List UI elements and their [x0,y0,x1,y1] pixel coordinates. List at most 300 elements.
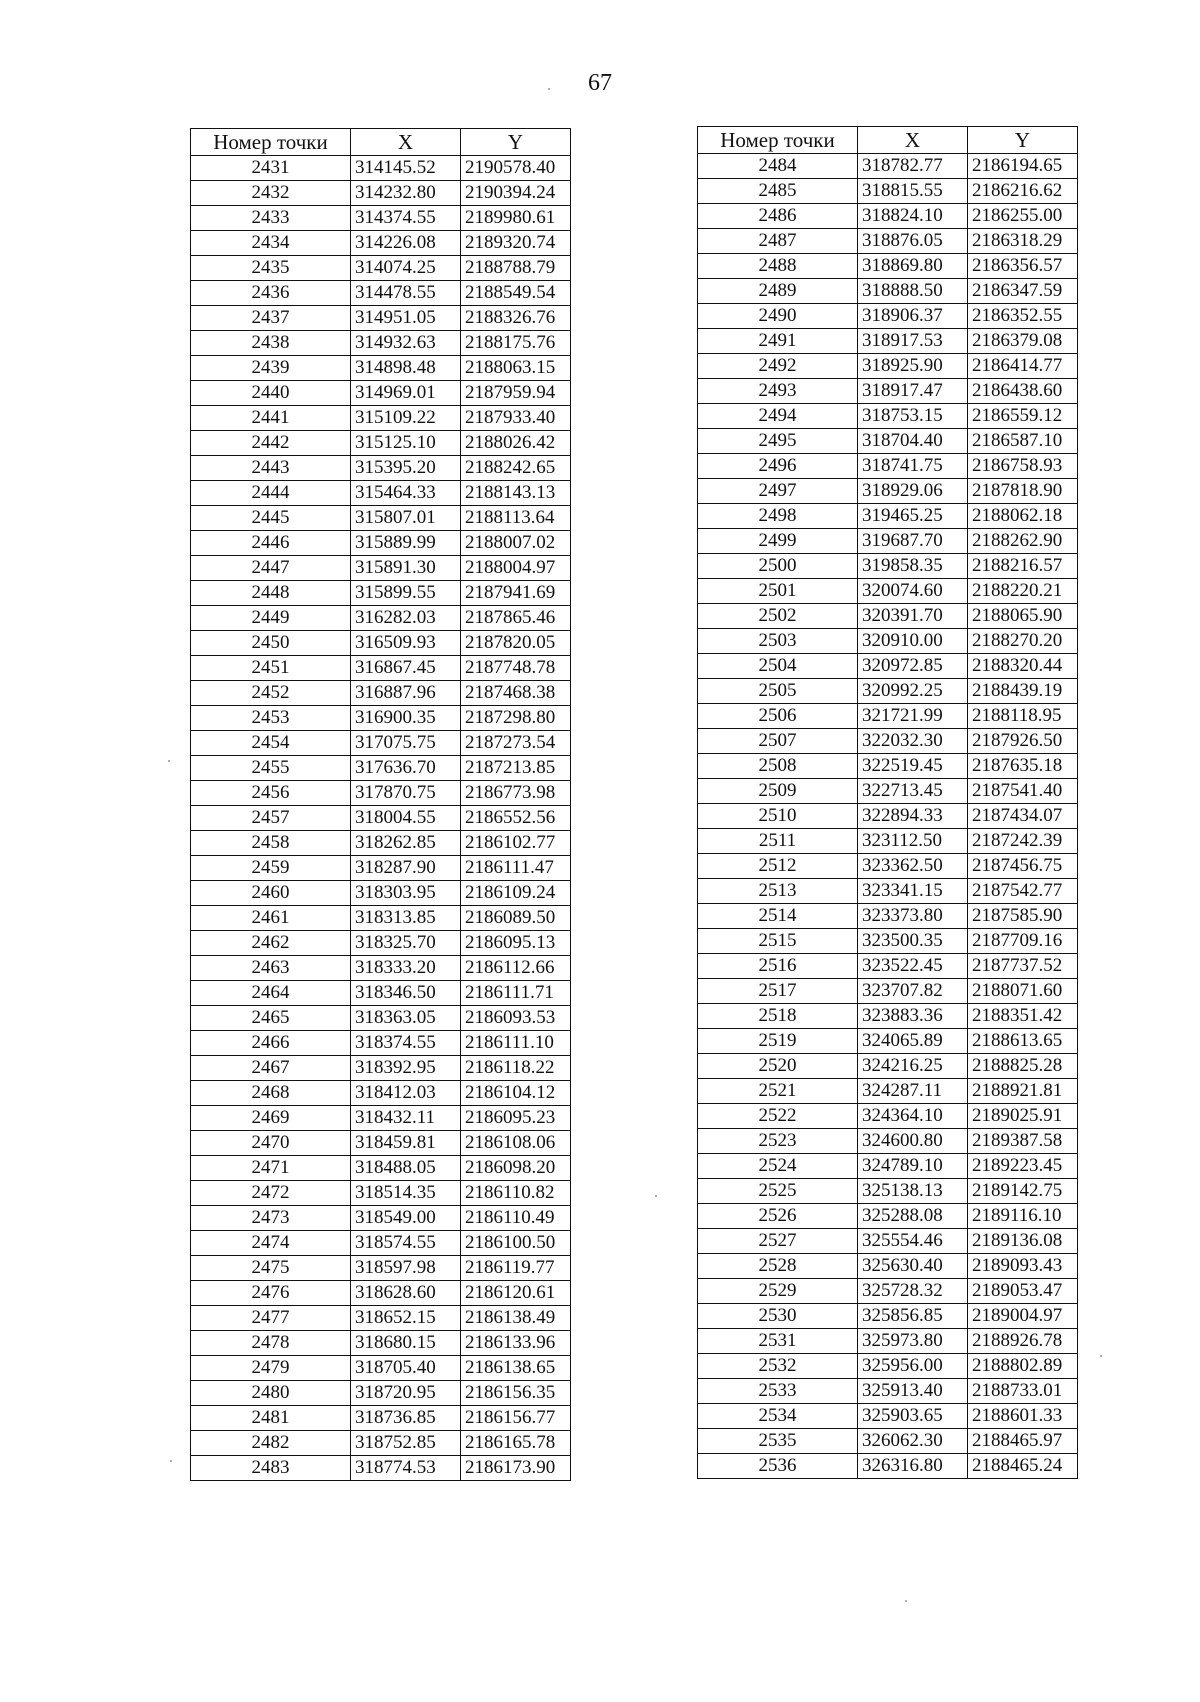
y-coordinate-cell: 2188063.15 [461,356,571,381]
y-coordinate-cell: 2186156.77 [461,1406,571,1431]
table-body-left [191,156,571,1481]
x-coordinate-cell: 318752.85 [351,1431,461,1456]
table-row [698,304,1078,329]
table-row [698,1229,1078,1254]
y-coordinate-cell: 2187933.40 [461,406,571,431]
y-coordinate-cell: 2187434.07 [968,804,1078,829]
x-coordinate-cell: 325956.00 [858,1354,968,1379]
table-row [698,954,1078,979]
x-coordinate-cell: 318574.55 [351,1231,461,1256]
point-number-cell: 2452 [191,681,351,706]
table-body-right [698,154,1078,1479]
table-row [698,379,1078,404]
x-coordinate-cell: 324364.10 [858,1104,968,1129]
table-row [698,179,1078,204]
y-coordinate-cell: 2187818.90 [968,479,1078,504]
scan-speck [548,88,550,90]
x-coordinate-cell: 323707.82 [858,979,968,1004]
table-row [698,554,1078,579]
point-number-cell: 2500 [698,554,858,579]
point-number-cell: 2461 [191,906,351,931]
table-row [191,531,571,556]
x-coordinate-cell: 319465.25 [858,504,968,529]
y-coordinate-cell: 2189025.91 [968,1104,1078,1129]
table-row [191,331,571,356]
table-row [191,231,571,256]
point-number-cell: 2466 [191,1031,351,1056]
point-number-cell: 2435 [191,256,351,281]
x-coordinate-cell: 318432.11 [351,1106,461,1131]
x-coordinate-cell: 320992.25 [858,679,968,704]
point-number-cell: 2515 [698,929,858,954]
point-number-cell: 2439 [191,356,351,381]
table-row [698,829,1078,854]
y-coordinate-cell: 2189004.97 [968,1304,1078,1329]
x-coordinate-cell: 323112.50 [858,829,968,854]
y-coordinate-cell: 2188788.79 [461,256,571,281]
y-coordinate-cell: 2186414.77 [968,354,1078,379]
point-number-cell: 2525 [698,1179,858,1204]
table-row [191,431,571,456]
x-coordinate-cell: 325630.40 [858,1254,968,1279]
point-number-cell: 2530 [698,1304,858,1329]
x-coordinate-cell: 324287.11 [858,1079,968,1104]
table-row [698,804,1078,829]
point-number-cell: 2473 [191,1206,351,1231]
x-coordinate-cell: 326062.30 [858,1429,968,1454]
x-coordinate-cell: 324065.89 [858,1029,968,1054]
point-number-cell: 2505 [698,679,858,704]
y-coordinate-cell: 2188143.13 [461,481,571,506]
table-row [191,206,571,231]
x-coordinate-cell: 318736.85 [351,1406,461,1431]
point-number-cell: 2457 [191,806,351,831]
x-coordinate-cell: 318392.95 [351,1056,461,1081]
x-coordinate-cell: 318774.53 [351,1456,461,1481]
table-row [191,506,571,531]
y-coordinate-cell: 2186119.77 [461,1256,571,1281]
x-coordinate-cell: 318333.20 [351,956,461,981]
table-row [191,706,571,731]
scan-speck [168,760,170,762]
table-row [191,881,571,906]
y-coordinate-cell: 2187468.38 [461,681,571,706]
y-coordinate-cell: 2188026.42 [461,431,571,456]
table-row [191,606,571,631]
table-row [191,1331,571,1356]
y-coordinate-cell: 2188062.18 [968,504,1078,529]
y-coordinate-cell: 2188071.60 [968,979,1078,1004]
point-number-cell: 2495 [698,429,858,454]
table-row [191,1106,571,1131]
table-row [698,1279,1078,1304]
table-row [698,704,1078,729]
x-coordinate-cell: 321721.99 [858,704,968,729]
y-coordinate-cell: 2188242.65 [461,456,571,481]
point-number-cell: 2497 [698,479,858,504]
x-coordinate-cell: 318917.47 [858,379,968,404]
x-coordinate-cell: 323362.50 [858,854,968,879]
point-number-cell: 2509 [698,779,858,804]
point-number-cell: 2522 [698,1104,858,1129]
point-number-cell: 2459 [191,856,351,881]
y-coordinate-cell: 2188113.64 [461,506,571,531]
x-coordinate-cell: 325554.46 [858,1229,968,1254]
table-row [191,1456,571,1481]
point-number-cell: 2433 [191,206,351,231]
x-coordinate-cell: 320074.60 [858,579,968,604]
table-row [191,956,571,981]
x-coordinate-cell: 325913.40 [858,1379,968,1404]
point-number-cell: 2437 [191,306,351,331]
point-number-cell: 2492 [698,354,858,379]
y-coordinate-cell: 2186111.71 [461,981,571,1006]
header-y: Y [461,129,571,156]
table-row [191,906,571,931]
table-row [698,429,1078,454]
y-coordinate-cell: 2187709.16 [968,929,1078,954]
table-row [698,1429,1078,1454]
table-row [191,1056,571,1081]
y-coordinate-cell: 2186118.22 [461,1056,571,1081]
y-coordinate-cell: 2188220.21 [968,579,1078,604]
x-coordinate-cell: 317636.70 [351,756,461,781]
x-coordinate-cell: 318346.50 [351,981,461,1006]
point-number-cell: 2447 [191,556,351,581]
table-row [191,181,571,206]
point-number-cell: 2535 [698,1429,858,1454]
point-number-cell: 2527 [698,1229,858,1254]
table-row [698,779,1078,804]
point-number-cell: 2484 [698,154,858,179]
y-coordinate-cell: 2186138.49 [461,1306,571,1331]
y-coordinate-cell: 2188320.44 [968,654,1078,679]
x-coordinate-cell: 323883.36 [858,1004,968,1029]
table-row [191,1281,571,1306]
y-coordinate-cell: 2188802.89 [968,1354,1078,1379]
point-number-cell: 2470 [191,1131,351,1156]
point-number-cell: 2465 [191,1006,351,1031]
table-row [191,1181,571,1206]
table-row [191,1256,571,1281]
x-coordinate-cell: 318303.95 [351,881,461,906]
point-number-cell: 2441 [191,406,351,431]
x-coordinate-cell: 324600.80 [858,1129,968,1154]
x-coordinate-cell: 318652.15 [351,1306,461,1331]
table-row [698,854,1078,879]
x-coordinate-cell: 326316.80 [858,1454,968,1479]
table-header-row [191,129,571,156]
table-row [698,1154,1078,1179]
x-coordinate-cell: 323341.15 [858,879,968,904]
x-coordinate-cell: 318869.80 [858,254,968,279]
table-row [698,1404,1078,1429]
y-coordinate-cell: 2187959.94 [461,381,571,406]
x-coordinate-cell: 314145.52 [351,156,461,181]
point-number-cell: 2487 [698,229,858,254]
table-row [191,981,571,1006]
x-coordinate-cell: 315464.33 [351,481,461,506]
point-number-cell: 2482 [191,1431,351,1456]
point-number-cell: 2498 [698,504,858,529]
table-row [698,904,1078,929]
y-coordinate-cell: 2188613.65 [968,1029,1078,1054]
y-coordinate-cell: 2186095.13 [461,931,571,956]
point-number-cell: 2507 [698,729,858,754]
x-coordinate-cell: 314226.08 [351,231,461,256]
y-coordinate-cell: 2188465.24 [968,1454,1078,1479]
point-number-cell: 2436 [191,281,351,306]
point-number-cell: 2489 [698,279,858,304]
x-coordinate-cell: 318741.75 [858,454,968,479]
point-number-cell: 2464 [191,981,351,1006]
table-row [191,381,571,406]
point-number-cell: 2536 [698,1454,858,1479]
y-coordinate-cell: 2188733.01 [968,1379,1078,1404]
point-number-cell: 2474 [191,1231,351,1256]
y-coordinate-cell: 2186098.20 [461,1156,571,1181]
x-coordinate-cell: 323500.35 [858,929,968,954]
table-row [698,1204,1078,1229]
y-coordinate-cell: 2188118.95 [968,704,1078,729]
table-row [191,1131,571,1156]
y-coordinate-cell: 2187298.80 [461,706,571,731]
y-coordinate-cell: 2186138.65 [461,1356,571,1381]
table-row [698,1379,1078,1404]
point-number-cell: 2514 [698,904,858,929]
y-coordinate-cell: 2188825.28 [968,1054,1078,1079]
x-coordinate-cell: 325856.85 [858,1304,968,1329]
x-coordinate-cell: 318705.40 [351,1356,461,1381]
x-coordinate-cell: 314374.55 [351,206,461,231]
point-number-cell: 2493 [698,379,858,404]
header-x: X [351,129,461,156]
y-coordinate-cell: 2189142.75 [968,1179,1078,1204]
x-coordinate-cell: 318815.55 [858,179,968,204]
y-coordinate-cell: 2186559.12 [968,404,1078,429]
y-coordinate-cell: 2186100.50 [461,1231,571,1256]
x-coordinate-cell: 325973.80 [858,1329,968,1354]
table-row [191,631,571,656]
x-coordinate-cell: 318929.06 [858,479,968,504]
point-number-cell: 2523 [698,1129,858,1154]
table-row [191,406,571,431]
x-coordinate-cell: 318888.50 [858,279,968,304]
point-number-cell: 2499 [698,529,858,554]
scan-speck [170,1460,172,1462]
point-number-cell: 2469 [191,1106,351,1131]
header-point-number: Номер точки [698,127,858,154]
table-row [698,1304,1078,1329]
table-row [191,781,571,806]
x-coordinate-cell: 318597.98 [351,1256,461,1281]
table-row [698,1004,1078,1029]
point-number-cell: 2502 [698,604,858,629]
table-row [191,831,571,856]
y-coordinate-cell: 2188351.42 [968,1004,1078,1029]
x-coordinate-cell: 318824.10 [858,204,968,229]
table-row [191,156,571,181]
x-coordinate-cell: 315889.99 [351,531,461,556]
y-coordinate-cell: 2187242.39 [968,829,1078,854]
table-row [191,356,571,381]
y-coordinate-cell: 2186173.90 [461,1456,571,1481]
table-row [698,1354,1078,1379]
x-coordinate-cell: 314232.80 [351,181,461,206]
point-number-cell: 2471 [191,1156,351,1181]
y-coordinate-cell: 2186112.66 [461,956,571,981]
point-number-cell: 2467 [191,1056,351,1081]
y-coordinate-cell: 2187941.69 [461,581,571,606]
x-coordinate-cell: 322894.33 [858,804,968,829]
x-coordinate-cell: 315395.20 [351,456,461,481]
table-row [698,1079,1078,1104]
coordinates-table-left [190,128,571,1481]
point-number-cell: 2477 [191,1306,351,1331]
x-coordinate-cell: 315807.01 [351,506,461,531]
header-point-number: Номер точки [191,129,351,156]
x-coordinate-cell: 318313.85 [351,906,461,931]
x-coordinate-cell: 319687.70 [858,529,968,554]
y-coordinate-cell: 2188270.20 [968,629,1078,654]
y-coordinate-cell: 2188549.54 [461,281,571,306]
x-coordinate-cell: 317075.75 [351,731,461,756]
point-number-cell: 2442 [191,431,351,456]
x-coordinate-cell: 318004.55 [351,806,461,831]
point-number-cell: 2454 [191,731,351,756]
table-row [698,1254,1078,1279]
point-number-cell: 2512 [698,854,858,879]
y-coordinate-cell: 2190578.40 [461,156,571,181]
point-number-cell: 2491 [698,329,858,354]
point-number-cell: 2534 [698,1404,858,1429]
x-coordinate-cell: 325728.32 [858,1279,968,1304]
point-number-cell: 2526 [698,1204,858,1229]
x-coordinate-cell: 323373.80 [858,904,968,929]
x-coordinate-cell: 318363.05 [351,1006,461,1031]
page-number: 67 [588,70,612,96]
table-row [698,279,1078,304]
x-coordinate-cell: 316887.96 [351,681,461,706]
table-row [698,1129,1078,1154]
table-row [191,731,571,756]
y-coordinate-cell: 2186194.65 [968,154,1078,179]
table-row [698,479,1078,504]
y-coordinate-cell: 2189223.45 [968,1154,1078,1179]
point-number-cell: 2529 [698,1279,858,1304]
table-row [698,604,1078,629]
y-coordinate-cell: 2190394.24 [461,181,571,206]
y-coordinate-cell: 2188326.76 [461,306,571,331]
y-coordinate-cell: 2186356.57 [968,254,1078,279]
table-row [698,729,1078,754]
point-number-cell: 2485 [698,179,858,204]
scan-speck [1100,1355,1102,1357]
point-number-cell: 2451 [191,656,351,681]
x-coordinate-cell: 318628.60 [351,1281,461,1306]
table-row [698,1104,1078,1129]
y-coordinate-cell: 2187273.54 [461,731,571,756]
x-coordinate-cell: 318925.90 [858,354,968,379]
table-row [191,756,571,781]
table-row [191,1406,571,1431]
point-number-cell: 2506 [698,704,858,729]
point-number-cell: 2463 [191,956,351,981]
point-number-cell: 2496 [698,454,858,479]
x-coordinate-cell: 316509.93 [351,631,461,656]
x-coordinate-cell: 318287.90 [351,856,461,881]
coordinates-table-right [697,126,1078,1479]
table-row [191,1381,571,1406]
y-coordinate-cell: 2189093.43 [968,1254,1078,1279]
point-number-cell: 2432 [191,181,351,206]
table-row [191,1231,571,1256]
y-coordinate-cell: 2188465.97 [968,1429,1078,1454]
y-coordinate-cell: 2187213.85 [461,756,571,781]
y-coordinate-cell: 2186093.53 [461,1006,571,1031]
x-coordinate-cell: 318514.35 [351,1181,461,1206]
y-coordinate-cell: 2186111.10 [461,1031,571,1056]
y-coordinate-cell: 2188004.97 [461,556,571,581]
point-number-cell: 2462 [191,931,351,956]
y-coordinate-cell: 2186216.62 [968,179,1078,204]
y-coordinate-cell: 2187748.78 [461,656,571,681]
table-row [191,1156,571,1181]
table-row [698,404,1078,429]
x-coordinate-cell: 318720.95 [351,1381,461,1406]
point-number-cell: 2483 [191,1456,351,1481]
table-row [191,456,571,481]
point-number-cell: 2490 [698,304,858,329]
y-coordinate-cell: 2186552.56 [461,806,571,831]
table-row [698,529,1078,554]
x-coordinate-cell: 323522.45 [858,954,968,979]
table-row [191,681,571,706]
table-row [698,154,1078,179]
y-coordinate-cell: 2189320.74 [461,231,571,256]
point-number-cell: 2494 [698,404,858,429]
point-number-cell: 2518 [698,1004,858,1029]
x-coordinate-cell: 320391.70 [858,604,968,629]
x-coordinate-cell: 318262.85 [351,831,461,856]
x-coordinate-cell: 324216.25 [858,1054,968,1079]
table-header-row [698,127,1078,154]
point-number-cell: 2503 [698,629,858,654]
y-coordinate-cell: 2188065.90 [968,604,1078,629]
point-number-cell: 2444 [191,481,351,506]
y-coordinate-cell: 2187635.18 [968,754,1078,779]
point-number-cell: 2524 [698,1154,858,1179]
x-coordinate-cell: 314951.05 [351,306,461,331]
x-coordinate-cell: 318680.15 [351,1331,461,1356]
y-coordinate-cell: 2187737.52 [968,954,1078,979]
table-row [698,1054,1078,1079]
table-row [191,481,571,506]
x-coordinate-cell: 324789.10 [858,1154,968,1179]
y-coordinate-cell: 2188262.90 [968,529,1078,554]
x-coordinate-cell: 318876.05 [858,229,968,254]
table-row [191,306,571,331]
point-number-cell: 2445 [191,506,351,531]
y-coordinate-cell: 2188439.19 [968,679,1078,704]
scan-speck [905,1600,907,1602]
table-row [698,204,1078,229]
y-coordinate-cell: 2186156.35 [461,1381,571,1406]
y-coordinate-cell: 2188601.33 [968,1404,1078,1429]
point-number-cell: 2450 [191,631,351,656]
table-row [191,856,571,881]
table-row [698,504,1078,529]
